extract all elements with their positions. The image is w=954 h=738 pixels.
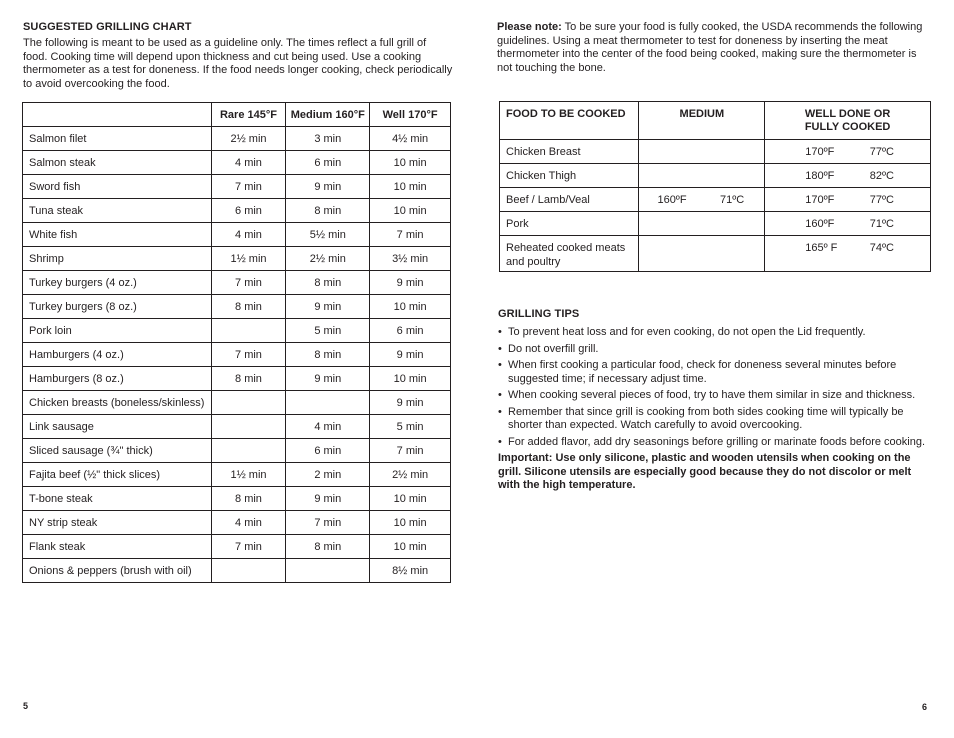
cook-time-cell: 7 min bbox=[211, 343, 286, 367]
well-fahrenheit: 170ºF bbox=[805, 146, 835, 158]
cook-time-cell: 10 min bbox=[370, 199, 451, 223]
table-row bbox=[23, 271, 451, 295]
food-name-cell: Sword fish bbox=[23, 175, 212, 199]
table-row bbox=[23, 439, 451, 463]
cook-time-cell: 2½ min bbox=[211, 127, 286, 151]
cook-time-cell bbox=[286, 391, 370, 415]
food-name-cell: White fish bbox=[23, 223, 212, 247]
food-name-cell: NY strip steak bbox=[23, 511, 212, 535]
food-name-cell: Pork bbox=[500, 212, 639, 236]
cook-time-cell: 2½ min bbox=[370, 463, 451, 487]
well-temp-cell bbox=[765, 164, 931, 188]
page-number-right: 6 bbox=[922, 702, 928, 712]
cook-time-cell: 6 min bbox=[286, 151, 370, 175]
cook-time-cell: 9 min bbox=[370, 271, 451, 295]
cook-time-cell: 9 min bbox=[370, 343, 451, 367]
header-rare: Rare 145°F bbox=[211, 103, 286, 127]
cook-time-cell: 5 min bbox=[286, 319, 370, 343]
cook-time-cell: 4 min bbox=[286, 415, 370, 439]
food-name-cell: Turkey burgers (4 oz.) bbox=[23, 271, 212, 295]
medium-temp-cell bbox=[639, 212, 765, 236]
food-name-cell: Fajita beef (½" thick slices) bbox=[23, 463, 212, 487]
well-temp-cell bbox=[765, 140, 931, 164]
table-row bbox=[500, 140, 931, 164]
table-row bbox=[23, 343, 451, 367]
tip-item: • Do not overfill grill. bbox=[498, 343, 932, 357]
cook-time-cell: 9 min bbox=[286, 295, 370, 319]
cook-time-cell: 10 min bbox=[370, 175, 451, 199]
cook-time-cell: 3 min bbox=[286, 127, 370, 151]
cook-time-cell: 4 min bbox=[211, 223, 286, 247]
well-fahrenheit: 170ºF bbox=[805, 194, 835, 206]
tip-item: • When first cooking a particular food, check for doneness several minutes before suggested time; if necessary adjust time. bbox=[498, 359, 932, 386]
cook-time-cell: 4 min bbox=[211, 511, 286, 535]
cook-time-cell: 10 min bbox=[370, 511, 451, 535]
cook-time-cell: 7 min bbox=[286, 511, 370, 535]
table-row bbox=[23, 223, 451, 247]
well-fahrenheit: 165º F bbox=[805, 242, 838, 254]
food-name-cell: Chicken Thigh bbox=[500, 164, 639, 188]
cook-time-cell: 8 min bbox=[211, 487, 286, 511]
well-celsius: 77ºC bbox=[869, 194, 894, 206]
cook-time-cell: 10 min bbox=[370, 367, 451, 391]
page-number-left: 5 bbox=[23, 701, 29, 711]
cook-time-cell: 5 min bbox=[370, 415, 451, 439]
temperature-header-row bbox=[500, 102, 931, 140]
food-name-cell: Reheated cooked meats and poultry bbox=[500, 236, 639, 272]
tip-item: • To prevent heat loss and for even cooking, do not open the Lid frequently. bbox=[498, 326, 932, 340]
table-row bbox=[500, 188, 931, 212]
medium-temp-cell bbox=[639, 188, 765, 212]
food-name-cell: Link sausage bbox=[23, 415, 212, 439]
well-fahrenheit: 180ºF bbox=[805, 170, 835, 182]
well-temp-cell bbox=[765, 212, 931, 236]
medium-temp-cell bbox=[639, 164, 765, 188]
food-name-cell: Turkey burgers (8 oz.) bbox=[23, 295, 212, 319]
cook-time-cell: 3½ min bbox=[370, 247, 451, 271]
table-row bbox=[23, 319, 451, 343]
table-row bbox=[500, 212, 931, 236]
cook-time-cell: 8 min bbox=[286, 343, 370, 367]
grilling-chart-intro: The following is meant to be used as a guideline only. The times reflect a full grill of food. Cooking time will depend upon thickness and cut being used. Use a cooking thermometer as a test for doneness. If the food needs longer cooking, check periodically to avoid overcooking the food. bbox=[23, 37, 453, 90]
table-row bbox=[500, 164, 931, 188]
cook-time-cell: 6 min bbox=[211, 199, 286, 223]
food-name-cell: Tuna steak bbox=[23, 199, 212, 223]
food-name-cell: Hamburgers (4 oz.) bbox=[23, 343, 212, 367]
food-name-cell: Shrimp bbox=[23, 247, 212, 271]
well-temp-cell bbox=[765, 188, 931, 212]
important-note: Important: Use only silicone, plastic and wooden utensils when cooking on the grill. Silicone utensils are especially good because they do not discolor or melt with the high temperature. bbox=[498, 452, 912, 491]
table-row bbox=[23, 487, 451, 511]
table-row bbox=[500, 236, 931, 272]
cook-time-cell: 6 min bbox=[370, 319, 451, 343]
cook-time-cell: 9 min bbox=[286, 487, 370, 511]
header-food-to-cook: FOOD TO BE COOKED bbox=[500, 102, 639, 140]
well-celsius: 71ºC bbox=[869, 218, 894, 230]
cook-time-cell: 8 min bbox=[211, 367, 286, 391]
table-row bbox=[23, 415, 451, 439]
grilling-tips-heading: GRILLING TIPS bbox=[498, 308, 580, 320]
note-text: To be sure your food is fully cooked, the USDA recommends the following guidelines. Using a meat thermometer to test for doneness by inserting the meat thermometer into the center of the food being cooked, making sure the thermometer is not touching the bone. bbox=[497, 21, 923, 74]
cook-time-cell bbox=[211, 439, 286, 463]
note-label: Please note: bbox=[497, 21, 562, 33]
cook-time-cell bbox=[211, 319, 286, 343]
table-row bbox=[23, 151, 451, 175]
cook-time-cell: 8 min bbox=[286, 271, 370, 295]
table-row bbox=[23, 559, 451, 583]
well-fahrenheit: 160ºF bbox=[805, 218, 835, 230]
cook-time-cell: 1½ min bbox=[211, 247, 286, 271]
table-row bbox=[23, 511, 451, 535]
well-celsius: 74ºC bbox=[869, 242, 894, 254]
cook-time-cell: 8 min bbox=[286, 535, 370, 559]
table-row bbox=[23, 247, 451, 271]
cook-time-cell: 7 min bbox=[370, 439, 451, 463]
table-row bbox=[23, 535, 451, 559]
food-name-cell: Flank steak bbox=[23, 535, 212, 559]
cook-time-cell: 4½ min bbox=[370, 127, 451, 151]
food-name-cell: Onions & peppers (brush with oil) bbox=[23, 559, 212, 583]
food-name-cell: Chicken Breast bbox=[500, 140, 639, 164]
table-row bbox=[23, 463, 451, 487]
doneness-temperature-table bbox=[499, 101, 931, 272]
header-well-done: WELL DONE OR FULLY COOKED bbox=[765, 102, 931, 140]
medium-celsius: 71ºC bbox=[720, 194, 745, 206]
food-name-cell: Salmon steak bbox=[23, 151, 212, 175]
well-celsius: 82ºC bbox=[869, 170, 894, 182]
cook-time-cell: 10 min bbox=[370, 487, 451, 511]
table-row bbox=[23, 391, 451, 415]
well-temp-cell bbox=[765, 236, 931, 272]
cook-time-cell: 2½ min bbox=[286, 247, 370, 271]
header-medium: Medium 160°F bbox=[286, 103, 370, 127]
medium-temp-cell bbox=[639, 236, 765, 272]
cook-time-cell: 2 min bbox=[286, 463, 370, 487]
grilling-chart-heading: SUGGESTED GRILLING CHART bbox=[23, 21, 192, 33]
cook-time-cell: 8 min bbox=[286, 199, 370, 223]
grilling-chart-table bbox=[22, 102, 451, 583]
cook-time-cell: 9 min bbox=[370, 391, 451, 415]
cook-time-cell: 1½ min bbox=[211, 463, 286, 487]
right-page-note bbox=[497, 21, 931, 75]
cook-time-cell: 9 min bbox=[286, 175, 370, 199]
tip-item: • Remember that since grill is cooking from both sides cooking time will typically be shorter than expected. Watch carefully to avoid overcooking. bbox=[498, 406, 932, 433]
food-name-cell: Hamburgers (8 oz.) bbox=[23, 367, 212, 391]
cook-time-cell bbox=[211, 415, 286, 439]
table-row bbox=[23, 175, 451, 199]
table-row bbox=[23, 199, 451, 223]
cook-time-cell: 6 min bbox=[286, 439, 370, 463]
cook-time-cell: 10 min bbox=[370, 535, 451, 559]
left-page-text bbox=[23, 21, 453, 91]
table-row bbox=[23, 367, 451, 391]
food-name-cell: Beef / Lamb/Veal bbox=[500, 188, 639, 212]
cook-time-cell: 7 min bbox=[211, 535, 286, 559]
medium-temp-cell bbox=[639, 140, 765, 164]
header-food bbox=[23, 103, 212, 127]
tip-item: • When cooking several pieces of food, try to have them similar in size and thickness. bbox=[498, 389, 932, 403]
cook-time-cell: 7 min bbox=[211, 271, 286, 295]
food-name-cell: Salmon filet bbox=[23, 127, 212, 151]
food-name-cell: Sliced sausage (¾" thick) bbox=[23, 439, 212, 463]
cook-time-cell: 9 min bbox=[286, 367, 370, 391]
table-row bbox=[23, 127, 451, 151]
food-name-cell: T-bone steak bbox=[23, 487, 212, 511]
food-name-cell: Chicken breasts (boneless/skinless) bbox=[23, 391, 212, 415]
medium-fahrenheit: 160ºF bbox=[657, 194, 687, 206]
cook-time-cell: 5½ min bbox=[286, 223, 370, 247]
food-name-cell: Pork loin bbox=[23, 319, 212, 343]
cook-time-cell: 10 min bbox=[370, 295, 451, 319]
table-row bbox=[23, 295, 451, 319]
header-medium-temp: MEDIUM bbox=[639, 102, 765, 140]
cook-time-cell bbox=[211, 559, 286, 583]
well-celsius: 77ºC bbox=[869, 146, 894, 158]
grilling-tips-section bbox=[498, 308, 932, 493]
cook-time-cell bbox=[286, 559, 370, 583]
grilling-tips-list bbox=[498, 326, 932, 449]
cook-time-cell: 8 min bbox=[211, 295, 286, 319]
cook-time-cell: 7 min bbox=[370, 223, 451, 247]
cook-time-cell: 8½ min bbox=[370, 559, 451, 583]
tip-item: • For added flavor, add dry seasonings before grilling or marinate foods before cooking. bbox=[498, 436, 932, 450]
cook-time-cell: 7 min bbox=[211, 175, 286, 199]
grilling-chart-header-row bbox=[23, 103, 451, 127]
header-well: Well 170°F bbox=[370, 103, 451, 127]
cook-time-cell: 10 min bbox=[370, 151, 451, 175]
cook-time-cell: 4 min bbox=[211, 151, 286, 175]
cook-time-cell bbox=[211, 391, 286, 415]
